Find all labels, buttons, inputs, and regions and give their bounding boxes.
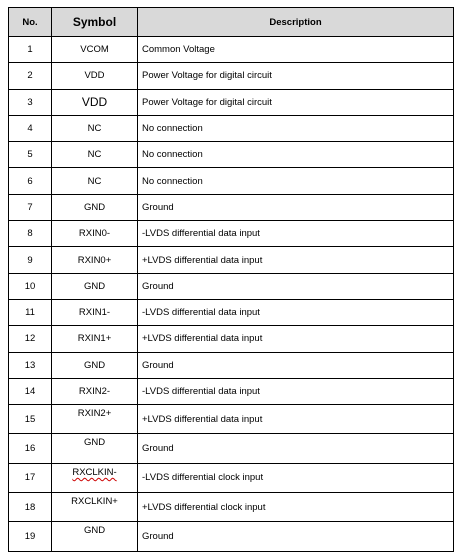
table-row	[9, 37, 454, 63]
pin-description: Ground	[138, 434, 454, 463]
table-header	[9, 8, 454, 37]
pin-number: 4	[9, 115, 52, 141]
pin-description: -LVDS differential data input	[138, 378, 454, 404]
pin-number: 11	[9, 299, 52, 325]
pin-number: 10	[9, 273, 52, 299]
pin-description: +LVDS differential clock input	[138, 493, 454, 522]
pin-description: -LVDS differential clock input	[138, 463, 454, 492]
pin-symbol: NC	[52, 142, 138, 168]
pin-symbol: VDD	[52, 63, 138, 89]
pin-number: 6	[9, 168, 52, 194]
pin-number: 1	[9, 37, 52, 63]
pin-description: No connection	[138, 168, 454, 194]
table-row	[9, 493, 454, 522]
pin-symbol: RXIN2+	[52, 405, 138, 434]
pin-description: Power Voltage for digital circuit	[138, 89, 454, 115]
pin-description: +LVDS differential data input	[138, 405, 454, 434]
pin-symbol: GND	[52, 352, 138, 378]
pin-description: Ground	[138, 522, 454, 551]
pin-description: +LVDS differential data input	[138, 247, 454, 273]
pin-number: 13	[9, 352, 52, 378]
header-description: Description	[138, 8, 454, 37]
pin-number: 14	[9, 378, 52, 404]
pin-assignment-table	[8, 7, 454, 552]
pin-number: 12	[9, 326, 52, 352]
table-row	[9, 434, 454, 463]
header-no: No.	[9, 8, 52, 37]
table-body	[9, 37, 454, 552]
pin-symbol: GND	[52, 194, 138, 220]
pin-description: -LVDS differential data input	[138, 299, 454, 325]
pin-number: 7	[9, 194, 52, 220]
pin-description: Power Voltage for digital circuit	[138, 63, 454, 89]
pin-number: 9	[9, 247, 52, 273]
table-row	[9, 463, 454, 492]
table-row	[9, 273, 454, 299]
pin-symbol: GND	[52, 273, 138, 299]
pin-number: 19	[9, 522, 52, 551]
pin-symbol: RXIN1+	[52, 326, 138, 352]
table-row	[9, 352, 454, 378]
pin-number: 8	[9, 221, 52, 247]
header-symbol: Symbol	[52, 8, 138, 37]
table-row	[9, 299, 454, 325]
pin-symbol: VCOM	[52, 37, 138, 63]
pin-description: -LVDS differential data input	[138, 221, 454, 247]
pin-number: 5	[9, 142, 52, 168]
pin-description: Common Voltage	[138, 37, 454, 63]
pin-number: 16	[9, 434, 52, 463]
table-row	[9, 168, 454, 194]
pin-symbol: VDD	[52, 89, 138, 115]
table-row	[9, 115, 454, 141]
pin-number: 18	[9, 493, 52, 522]
pin-symbol: NC	[52, 115, 138, 141]
pin-symbol-text: RXCLKIN-	[72, 466, 117, 478]
pin-number: 15	[9, 405, 52, 434]
pin-symbol: RXCLKIN+	[52, 493, 138, 522]
table-row	[9, 142, 454, 168]
pin-symbol: RXIN1-	[52, 299, 138, 325]
table-row	[9, 247, 454, 273]
table-row	[9, 221, 454, 247]
pin-number: 17	[9, 463, 52, 492]
pin-symbol: GND	[52, 522, 138, 551]
pin-symbol: RXIN0-	[52, 221, 138, 247]
pin-description: Ground	[138, 194, 454, 220]
pin-symbol: GND	[52, 434, 138, 463]
pin-symbol: NC	[52, 168, 138, 194]
pin-description: Ground	[138, 273, 454, 299]
pin-symbol: RXIN2-	[52, 378, 138, 404]
pin-description: No connection	[138, 142, 454, 168]
pin-description: +LVDS differential data input	[138, 326, 454, 352]
pin-number: 2	[9, 63, 52, 89]
pin-symbol: RXIN0+	[52, 247, 138, 273]
table-row	[9, 522, 454, 551]
table-row	[9, 326, 454, 352]
pin-symbol	[52, 463, 138, 492]
table-row	[9, 63, 454, 89]
table-row	[9, 194, 454, 220]
table-row	[9, 378, 454, 404]
pin-description: Ground	[138, 352, 454, 378]
table-row	[9, 405, 454, 434]
header-row	[9, 8, 454, 37]
table-row	[9, 89, 454, 115]
pin-description: No connection	[138, 115, 454, 141]
pin-number: 3	[9, 89, 52, 115]
